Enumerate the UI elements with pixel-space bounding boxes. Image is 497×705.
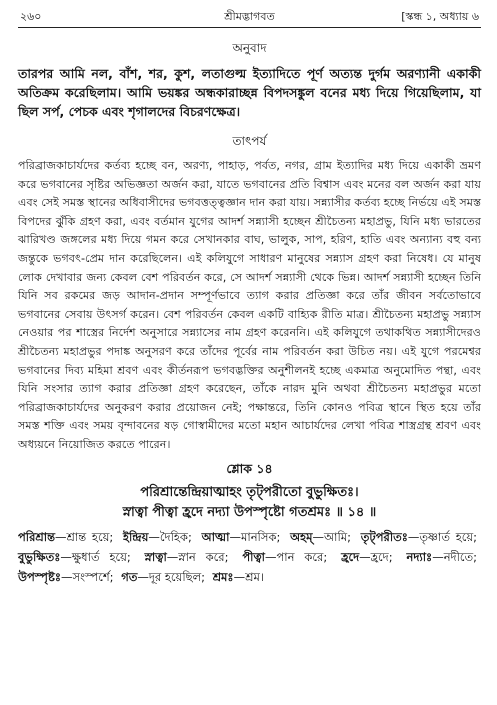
synonym-entry bbox=[121, 570, 205, 584]
synonym-meaning: —স্নান করে; bbox=[166, 549, 229, 564]
synonyms-block bbox=[18, 527, 481, 587]
page-header bbox=[18, 0, 481, 28]
synonym-word: উপস্পৃষ্টঃ bbox=[18, 569, 61, 584]
synonym-word: বুভুক্ষিতঃ bbox=[18, 549, 61, 564]
synonym-entry bbox=[145, 550, 229, 564]
synonym-entry bbox=[123, 530, 192, 544]
synonym-meaning: —হ্রদে; bbox=[359, 549, 393, 564]
synonym-word: স্নাত্বা bbox=[144, 549, 167, 564]
synonym-word: শ্রমঃ bbox=[212, 569, 234, 584]
synonym-meaning: —আমি; bbox=[312, 529, 352, 544]
verse-heading: শ্লোক ১৪ bbox=[226, 460, 273, 476]
synonym-word: অহম্ bbox=[290, 529, 313, 544]
synonym-word: পীত্বা bbox=[242, 549, 265, 564]
synonym-word: পরিশ্রান্ত bbox=[18, 529, 56, 544]
synonym-entry bbox=[18, 530, 113, 544]
synonym-entry bbox=[361, 530, 477, 544]
synonym-word: তৃট্পরীতঃ bbox=[360, 529, 408, 544]
synonym-entry bbox=[213, 570, 264, 584]
synonym-word: আত্মা bbox=[201, 529, 230, 544]
synonym-meaning: —শ্রম। bbox=[233, 569, 264, 584]
synonym-entry bbox=[18, 550, 131, 564]
book-title: শ্রীমদ্ভাগবত bbox=[224, 10, 275, 23]
synonym-word: গত bbox=[121, 569, 138, 584]
verse-line-2: স্নাত্বা পীত্বা হ্রদে নদ্যা উপস্পৃষ্টো গতশ্রমঃ ॥ ১৪ ॥ bbox=[122, 504, 377, 520]
header-divider bbox=[18, 27, 481, 28]
synonym-meaning: —ক্ষুধার্ত হয়ে; bbox=[60, 549, 131, 564]
synonym-meaning: —সংস্পর্শে; bbox=[60, 569, 114, 584]
synonym-meaning: —শ্রান্ত হয়ে; bbox=[55, 529, 114, 544]
synonym-entry bbox=[406, 550, 477, 564]
synonym-meaning: —মানসিক; bbox=[229, 529, 281, 544]
synonym-entry bbox=[341, 550, 392, 564]
page-number: ২৬০ bbox=[20, 10, 42, 23]
synonym-word: নদ্যাঃ bbox=[406, 549, 433, 564]
synonym-word: হ্রদে bbox=[341, 549, 360, 564]
verse-line-1: পরিশ্রান্তেন্দ্রিয়াত্মাহং তৃট্পরীতো বুভুক্ষিতঃ। bbox=[140, 484, 359, 500]
synonym-meaning: —নদীতে; bbox=[432, 549, 478, 564]
purport-heading: তাৎপর্য bbox=[232, 134, 267, 148]
synonym-meaning: —দূর হয়েছিল; bbox=[137, 569, 206, 584]
synonym-meaning: —তৃষ্ণার্ত হয়ে; bbox=[407, 529, 478, 544]
synonym-meaning: —পান করে; bbox=[265, 549, 328, 564]
purport-text: পরিব্রাজকাচার্যদের কর্তব্য হচ্ছে বন, অরণ্য, পাহাড়, পর্বত, নগর, গ্রাম ইত্যাদির মধ্য দিয়ে একাকী ভ্রমণ করে ভগবানের সৃষ্টির অভিজ্ঞতা অর্জন করা, যাতে ভগবানের প্রতি বিশ্বাস এবং মনের বল অর্জন করা যায় এবং সেই সমস্ত স্থানের অধিবাসীদের ভগবত্তত্ত্বজ্ঞান দান করা যায়। সন্ন্যাসীর কর্তব্য হচ্ছে নির্ভয়ে এই সমস্ত বিপদের ঝুঁকি গ্রহণ করা, এবং বর্তমান যুগের আদর্শ সন্ন্যাসী হচ্ছেন শ্রীচৈতন্য মহাপ্রভু, যিনি মধ্য ভারতের ঝারিখণ্ড জঙ্গলের মধ্য দিয়ে গমন করে সেখানকার বাঘ, ভালুক, সাপ, হরিণ, হাতি এবং অন্যান্য বহু বন্য জন্তুকে ভগবৎ-প্রেম দান করেছিলেন। এই কলিযুগে সাধারণ মানুষের সন্ন্যাস গ্রহণ করা নিষেধ। যে মানুষ লোক দেখাবার জন্য কেবল বেশ পরিবর্তন করে, সে আদর্শ সন্ন্যাসী থেকে ভিন্ন। আদর্শ সন্ন্যাসী হচ্ছেন তিনি যিনি সব রকমের জড় আদান-প্রদান সম্পূর্ণভাবে ত্যাগ করার প্রতিজ্ঞা করে তাঁর জীবন সর্বতোভাবে ভগবানের সেবায় উৎসর্গ করেন। বেশ পরিবর্তন কেবল একটি বাহ্যিক রীতি মাত্র। শ্রীচৈতন্য মহাপ্রভু সন্ন্যাস নেওয়ার পর শাস্ত্রের নির্দেশ অনুসারে সন্ন্যাসের নাম গ্রহণ করেননি। এই কলিযুগে তথাকথিত সন্ন্যাসীদেরও শ্রীচৈতন্য মহাপ্রভুর পদাঙ্ক অনুসরণ করে তাঁদের পূর্বের নাম পরিবর্তন করা উচিত নয়। এই যুগে পরমেশ্বর ভগবানের দিব্য মহিমা শ্রবণ এবং কীর্তনরূপ ভগবদ্ভক্তির অনুশীলনই হচ্ছে একমাত্র অনুমোদিত পন্থা, এবং যিনি সংসার ত্যাগ করার প্রতিজ্ঞা গ্রহণ করেছেন, তাঁকে নারদ মুনি অথবা শ্রীচৈতন্য মহাপ্রভুর মতো পরিব্রাজকাচার্যদের অনুকরণ করার প্রয়োজন নেই; পক্ষান্তরে, তিনি কোনও পবিত্র স্থানে স্থিত হয়ে তাঁর সমস্ত শক্তি এবং সময় বৃন্দাবনের ষড় গোস্বামীদের মতো মহান আচার্যদের লেখা পবিত্র শাস্ত্রগ্রন্থ শ্রবণ এবং অধ্যয়নে নিয়োজিত করতে পারেন। bbox=[18, 159, 481, 451]
synonym-entry bbox=[242, 550, 327, 564]
synonym-meaning: —দৈহিক; bbox=[148, 529, 192, 544]
synonym-entry bbox=[18, 570, 114, 584]
synonym-word: ইন্দ্রিয় bbox=[123, 529, 149, 544]
chapter-reference: [স্কন্ধ ১, অধ্যায় ৬ bbox=[401, 10, 479, 23]
translation-text: তারপর আমি নল, বাঁশ, শর, কুশ, লতাগুল্ম ইত্যাদিতে পূর্ণ অত্যন্ত দুর্গম অরণ্যানী একাকী অতিক্রম করেছিলাম। আমি ভয়ঙ্কর অন্ধকারাচ্ছন্ন বিপদসঙ্কুল বনের মধ্য দিয়ে গিয়েছিলাম, যা ছিল সর্প, পেচক এবং শৃগালদের বিচরণক্ষেত্র। bbox=[18, 66, 481, 119]
synonym-entry bbox=[202, 530, 281, 544]
synonym-entry bbox=[290, 530, 351, 544]
translation-heading: অনুবাদ bbox=[232, 41, 267, 55]
